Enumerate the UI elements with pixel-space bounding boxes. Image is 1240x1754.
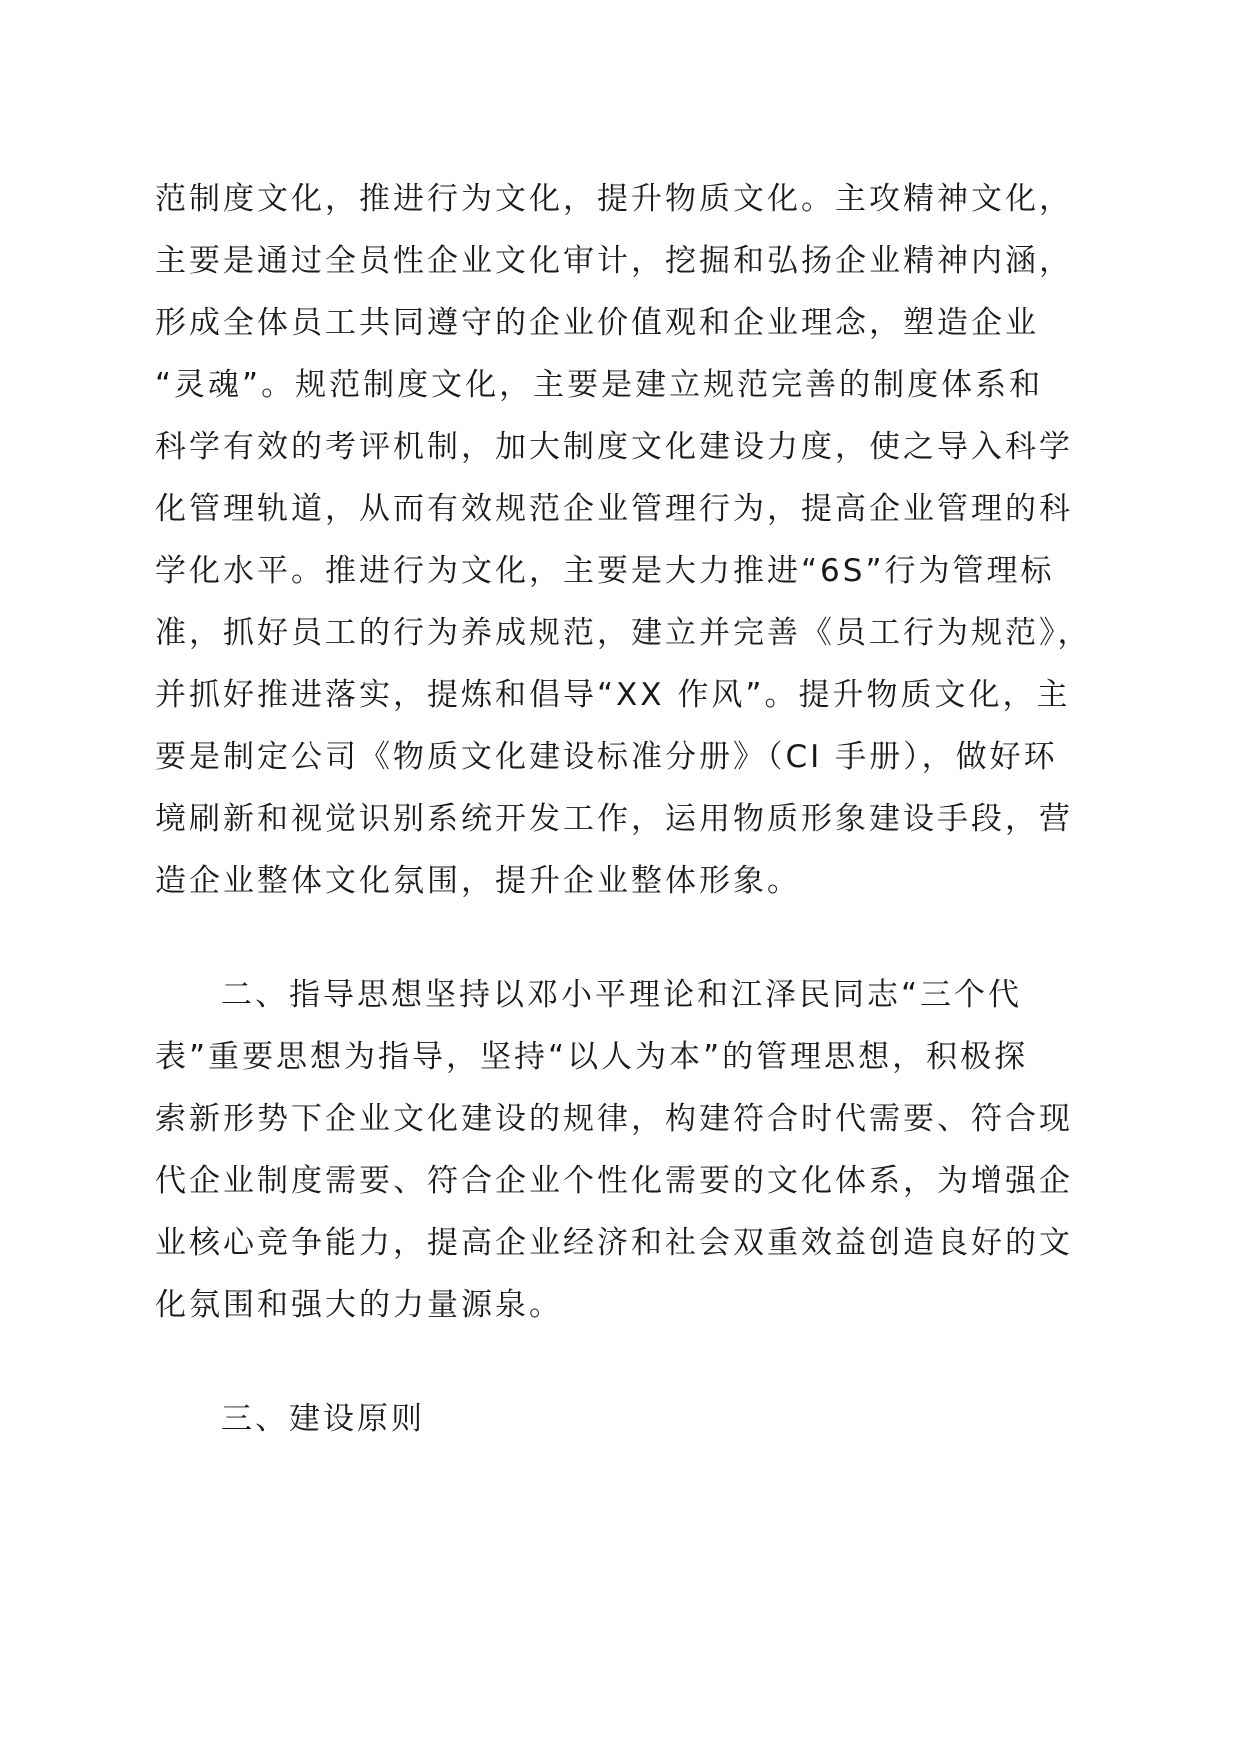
text-line: 要是制定公司《物质文化建设标准分册》（CI 手册），做好环: [155, 739, 1058, 775]
text-line: 并抓好推进落实，提炼和倡导“XX 作风”。提升物质文化，主: [155, 677, 1071, 713]
paragraph-culture-building: [155, 168, 1092, 912]
section-heading: 三、建设原则: [221, 1401, 425, 1437]
text-line: 形成全体员工共同遵守的企业价值观和企业理念，塑造企业: [155, 305, 1039, 341]
text-line: 化管理轨道，从而有效规范企业管理行为，提高企业管理的科: [155, 491, 1073, 527]
text-line: “灵魂”。规范制度文化，主要是建立规范完善的制度体系和: [155, 367, 1044, 403]
text-line: 二、指导思想坚持以邓小平理论和江泽民同志“三个代: [221, 977, 1023, 1013]
text-line: 准，抓好员工的行为养成规范，建立并完善《员工行为规范》，: [155, 615, 1092, 651]
text-line: 索新形势下企业文化建设的规律，构建符合时代需要、符合现: [155, 1101, 1073, 1137]
paragraph-spacer: [155, 912, 1085, 964]
section-heading-principles: [155, 1388, 1085, 1450]
text-line: 主要是通过全员性企业文化审计，挖掘和弘扬企业精神内涵，: [155, 243, 1073, 279]
text-line: 造企业整体文化氛围，提升企业整体形象。: [155, 863, 801, 899]
text-line: 学化水平。推进行为文化，主要是大力推进“6S”行为管理标: [155, 553, 1055, 589]
text-line: 业核心竞争能力，提高企业经济和社会双重效益创造良好的文: [155, 1225, 1073, 1261]
text-line: 表”重要思想为指导，坚持“以人为本”的管理思想，积极探: [155, 1039, 1029, 1075]
text-line: 化氛围和强大的力量源泉。: [155, 1287, 563, 1323]
paragraph-guiding-ideology: [155, 964, 1085, 1336]
document-body: [155, 168, 1092, 1450]
text-line: 科学有效的考评机制，加大制度文化建设力度，使之导入科学: [155, 429, 1073, 465]
text-line: 范制度文化，推进行为文化，提升物质文化。主攻精神文化，: [155, 181, 1073, 217]
text-line: 境刷新和视觉识别系统开发工作，运用物质形象建设手段，营: [155, 801, 1073, 837]
text-line: 代企业制度需要、符合企业个性化需要的文化体系，为增强企: [155, 1163, 1073, 1199]
paragraph-spacer: [155, 1336, 1085, 1388]
